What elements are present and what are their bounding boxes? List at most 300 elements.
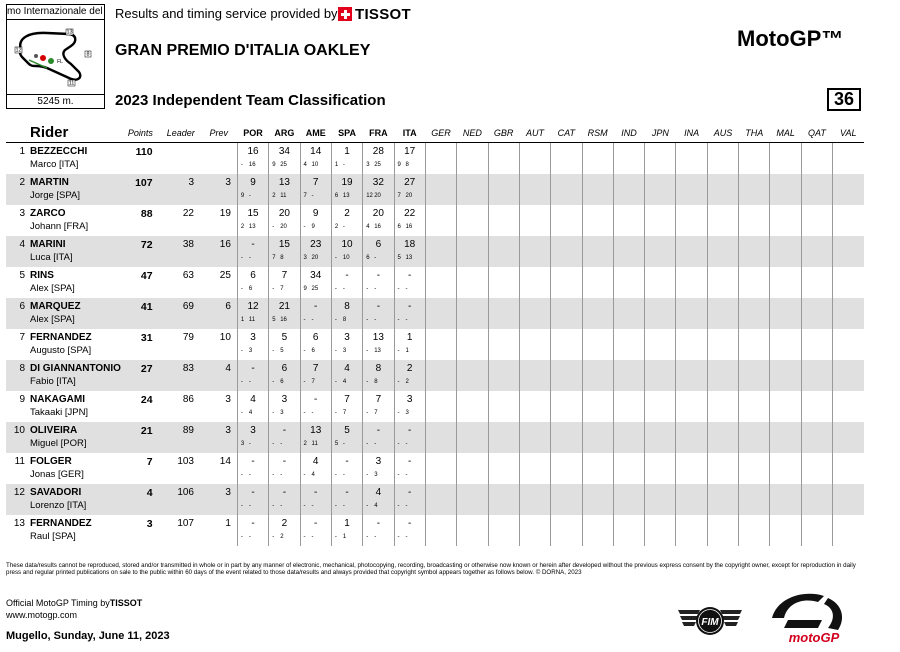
race-sprint-points: - — [303, 347, 306, 354]
race-points: 6 — [250, 269, 256, 281]
rider-gap-leader: 83 — [182, 362, 194, 374]
rider-points: 110 — [135, 145, 153, 158]
rider-gap-prev: 6 — [225, 300, 231, 312]
race-cell-empty — [519, 236, 550, 267]
race-cell-empty — [457, 267, 488, 298]
column-header-race: VAL — [833, 124, 864, 142]
race-cell-empty — [519, 422, 550, 453]
track-map-icon — [7, 20, 104, 94]
race-cell-empty — [488, 174, 519, 205]
race-cell — [300, 360, 331, 391]
race-cell — [394, 267, 425, 298]
rider-position: 11 — [14, 455, 25, 467]
column-header-race: FRA — [363, 124, 394, 142]
race-cell-empty — [582, 236, 613, 267]
race-sprint-points: - — [240, 502, 243, 509]
race-cell-empty — [645, 391, 676, 422]
race-points: - — [314, 393, 318, 405]
race-points: - — [251, 455, 255, 467]
rider-position: 12 — [13, 486, 25, 498]
race-cell-empty — [833, 142, 864, 174]
fim-text: FIM — [701, 617, 719, 628]
race-cell — [363, 391, 394, 422]
rider-points: 7 — [146, 455, 153, 468]
race-points: 5 — [281, 331, 288, 343]
race-cell-empty — [645, 453, 676, 484]
race-gp-points: 3 — [342, 347, 347, 354]
race-cell-empty — [582, 329, 613, 360]
race-cell-empty — [801, 205, 832, 236]
rider-points: 47 — [140, 269, 153, 282]
column-header-leader: Leader — [162, 124, 200, 142]
race-sprint-points: - — [334, 316, 337, 323]
rider-given-name: Alex [SPA] — [30, 313, 75, 325]
race-cell-empty — [425, 142, 456, 174]
motogp-logo-text: motoGP — [788, 630, 840, 645]
race-points: - — [314, 300, 318, 312]
race-cell-empty — [707, 391, 738, 422]
race-cell — [269, 267, 300, 298]
race-cell-empty — [551, 422, 582, 453]
table-row — [6, 267, 864, 298]
race-cell — [237, 484, 268, 515]
rider-position: 3 — [19, 207, 25, 219]
race-cell-empty — [488, 329, 519, 360]
column-header-race: SPA — [331, 124, 362, 142]
race-cell-empty — [833, 298, 864, 329]
race-cell — [237, 360, 268, 391]
table-row — [6, 236, 864, 267]
race-sprint-points: - — [303, 533, 306, 540]
race-sprint-points: 1 — [240, 316, 245, 323]
race-points: 3 — [281, 393, 288, 405]
race-cell-empty — [770, 267, 801, 298]
rider-gap-leader: 3 — [188, 176, 194, 188]
rider-surname: RINS — [30, 269, 54, 281]
race-points: - — [408, 424, 412, 436]
race-gp-points: 8 — [405, 161, 409, 168]
race-cell-empty — [801, 484, 832, 515]
race-cell — [394, 515, 425, 546]
race-points: - — [251, 238, 255, 250]
race-cell — [269, 236, 300, 267]
rider-surname: ZARCO — [30, 207, 66, 219]
rider-points: 107 — [135, 176, 153, 189]
race-points: - — [251, 517, 255, 529]
race-gp-points: 16 — [280, 316, 287, 323]
race-cell-empty — [613, 422, 644, 453]
race-points: 9 — [312, 207, 319, 219]
rider-gap-leader: 69 — [182, 300, 194, 312]
column-header-race: POR — [237, 124, 268, 142]
race-points: 6 — [281, 362, 288, 374]
rider-position: 4 — [19, 238, 25, 250]
race-cell-empty — [582, 205, 613, 236]
race-sprint-points: 7 — [397, 192, 401, 199]
race-points: 9 — [250, 176, 256, 188]
race-sprint-points: 3 — [240, 440, 245, 447]
race-points: - — [345, 269, 349, 281]
race-cell-empty — [425, 453, 456, 484]
rider-surname: FERNANDEZ — [30, 517, 92, 529]
race-cell — [394, 329, 425, 360]
race-cell-empty — [488, 236, 519, 267]
race-points: - — [282, 424, 287, 436]
race-cell-empty — [645, 267, 676, 298]
race-sprint-points: - — [366, 533, 369, 540]
race-cell-empty — [676, 142, 707, 174]
race-cell — [331, 515, 362, 546]
website-url: www.motogp.com — [6, 610, 78, 620]
race-cell-empty — [488, 298, 519, 329]
race-cell-empty — [770, 391, 801, 422]
race-cell-empty — [833, 329, 864, 360]
rider-given-name: Raul [SPA] — [30, 530, 76, 542]
race-cell — [300, 298, 331, 329]
column-header-race: RSM — [582, 124, 613, 142]
race-gp-points: 8 — [374, 378, 378, 385]
race-sprint-points: - — [334, 254, 337, 261]
race-sprint-points: - — [303, 409, 306, 416]
race-gp-points: 4 — [342, 378, 347, 385]
page-number: 36 — [827, 88, 861, 111]
rider-position: 1 — [19, 145, 25, 157]
column-header-prev: Prev — [200, 124, 237, 142]
race-cell — [269, 329, 300, 360]
rider-surname: OLIVEIRA — [30, 424, 78, 436]
rider-given-name: Lorenzo [ITA] — [30, 499, 87, 511]
rider-given-name: Miguel [POR] — [30, 437, 87, 449]
race-cell — [394, 174, 425, 205]
race-cell — [237, 298, 268, 329]
race-cell-empty — [551, 453, 582, 484]
race-gp-points: - — [374, 533, 377, 540]
race-cell — [363, 267, 394, 298]
race-cell-empty — [645, 515, 676, 546]
race-points: 7 — [312, 176, 319, 188]
race-gp-points: - — [405, 440, 408, 447]
race-cell-empty — [833, 422, 864, 453]
race-cell-empty — [739, 236, 770, 267]
race-gp-points: - — [405, 471, 408, 478]
race-points: 3 — [250, 331, 256, 343]
race-cell — [300, 142, 331, 174]
rider-position: 9 — [19, 393, 25, 405]
race-cell — [331, 360, 362, 391]
race-gp-points: - — [374, 440, 377, 447]
race-sprint-points: 9 — [272, 161, 276, 168]
race-sprint-points: - — [397, 533, 400, 540]
race-sprint-points: - — [240, 161, 243, 168]
race-cell-empty — [770, 298, 801, 329]
race-cell-empty — [425, 515, 456, 546]
race-gp-points: 13 — [405, 254, 413, 261]
rider-points: 24 — [140, 393, 153, 406]
race-points: - — [408, 517, 412, 529]
tissot-wordmark: TISSOT — [355, 5, 411, 23]
race-cell-empty — [613, 484, 644, 515]
race-points: - — [345, 486, 349, 498]
race-gp-points: - — [342, 161, 345, 168]
race-points: 7 — [281, 269, 288, 281]
race-cell — [394, 422, 425, 453]
race-cell — [269, 515, 300, 546]
race-gp-points: 11 — [280, 192, 287, 199]
race-cell-empty — [676, 298, 707, 329]
race-points: 3 — [344, 331, 350, 343]
race-cell-empty — [551, 298, 582, 329]
table-header — [6, 124, 864, 142]
race-cell — [331, 298, 362, 329]
race-cell-empty — [582, 360, 613, 391]
race-cell-empty — [551, 360, 582, 391]
race-cell — [300, 422, 331, 453]
race-sprint-points: 6 — [366, 254, 370, 261]
race-cell-empty — [457, 205, 488, 236]
race-cell-empty — [488, 515, 519, 546]
race-sprint-points: - — [397, 440, 400, 447]
race-gp-points: 20 — [374, 192, 381, 199]
race-cell — [237, 236, 268, 267]
column-header-points: Points — [119, 124, 161, 142]
rider-points: 31 — [140, 331, 153, 344]
race-cell-empty — [707, 453, 738, 484]
race-cell — [237, 515, 268, 546]
rider-cell — [6, 174, 119, 205]
race-points: 1 — [406, 331, 413, 343]
rider-gap-prev: 3 — [225, 486, 231, 498]
race-points: 17 — [404, 145, 416, 157]
race-gp-points: - — [342, 285, 345, 292]
rider-position: 2 — [19, 176, 25, 188]
race-cell — [300, 267, 331, 298]
race-sprint-points: - — [303, 502, 306, 509]
race-cell-empty — [613, 174, 644, 205]
race-points: 4 — [375, 486, 382, 498]
race-cell-empty — [425, 422, 456, 453]
race-cell-empty — [519, 515, 550, 546]
race-cell-empty — [645, 174, 676, 205]
race-gp-points: 11 — [248, 316, 256, 323]
race-cell-empty — [833, 236, 864, 267]
race-points: 2 — [281, 517, 288, 529]
race-sprint-points: - — [272, 440, 275, 447]
rider-points: 4 — [146, 486, 153, 499]
race-cell-empty — [739, 360, 770, 391]
rider-gap-leader: 103 — [177, 455, 194, 467]
race-points: 15 — [247, 207, 259, 219]
race-sprint-points: 9 — [397, 161, 401, 168]
race-cell-empty — [676, 267, 707, 298]
table-row — [6, 515, 864, 546]
race-cell — [331, 205, 362, 236]
column-header-race: GBR — [488, 124, 519, 142]
race-cell-empty — [613, 329, 644, 360]
rider-gap-leader: 63 — [182, 269, 194, 281]
race-cell — [237, 453, 268, 484]
rider-gap-prev: 3 — [225, 424, 231, 436]
race-sprint-points: - — [272, 223, 275, 230]
race-points: 3 — [406, 393, 413, 405]
race-gp-points: - — [374, 285, 377, 292]
race-cell — [363, 142, 394, 174]
race-points: 2 — [344, 207, 350, 219]
race-cell — [363, 174, 394, 205]
race-gp-points: - — [311, 192, 314, 199]
race-cell — [300, 205, 331, 236]
rider-given-name: Fabio [ITA] — [30, 375, 76, 387]
race-sprint-points: - — [334, 409, 337, 416]
official-timing-label: Official MotoGP Timing by — [6, 598, 110, 608]
race-cell-empty — [833, 515, 864, 546]
race-cell-empty — [707, 360, 738, 391]
race-sprint-points: - — [334, 471, 337, 478]
race-cell-empty — [739, 484, 770, 515]
race-gp-points: 3 — [374, 471, 378, 478]
race-sprint-points: - — [272, 502, 275, 509]
race-gp-points: 11 — [311, 440, 318, 447]
race-gp-points: 16 — [374, 223, 381, 230]
race-cell-empty — [707, 267, 738, 298]
rider-gap-prev: 10 — [219, 331, 231, 343]
race-cell-empty — [707, 298, 738, 329]
race-cell — [300, 329, 331, 360]
race-points: 1 — [344, 145, 350, 157]
race-cell — [394, 236, 425, 267]
race-points: 34 — [310, 269, 322, 281]
column-header-race: INA — [676, 124, 707, 142]
race-cell-empty — [707, 422, 738, 453]
race-cell-empty — [676, 360, 707, 391]
table-row — [6, 484, 864, 515]
rider-points: 72 — [140, 238, 153, 251]
race-points: 8 — [344, 300, 350, 312]
race-cell — [363, 205, 394, 236]
rider-given-name: Johann [FRA] — [30, 220, 89, 232]
rider-cell — [6, 484, 119, 515]
race-cell — [331, 142, 362, 174]
race-cell — [331, 329, 362, 360]
race-sprint-points: 3 — [366, 161, 370, 168]
track-label: 11 — [68, 80, 75, 87]
race-sprint-points: 4 — [303, 161, 307, 168]
race-sprint-points: - — [334, 533, 337, 540]
race-sprint-points: 2 — [272, 192, 276, 199]
race-points: 2 — [406, 362, 413, 374]
race-gp-points: 20 — [280, 223, 287, 230]
fim-logo — [676, 600, 744, 642]
rider-gap-prev: 1 — [225, 517, 231, 529]
motogp-logo — [758, 588, 858, 646]
race-cell-empty — [833, 484, 864, 515]
race-gp-points: 20 — [405, 192, 413, 199]
race-cell-empty — [488, 484, 519, 515]
race-gp-points: 10 — [342, 254, 350, 261]
race-sprint-points: 2 — [334, 223, 339, 230]
race-cell-empty — [707, 174, 738, 205]
rider-gap-leader: 106 — [177, 486, 194, 498]
race-points: 8 — [375, 362, 382, 374]
race-sprint-points: - — [366, 316, 369, 323]
race-points: 13 — [310, 424, 322, 436]
race-cell-empty — [676, 329, 707, 360]
race-gp-points: 6 — [280, 378, 284, 385]
race-cell-empty — [551, 205, 582, 236]
copyright-disclaimer: These data/results cannot be reproduced, stored and/or transmitted in whole or in part by any manner of electronic, mechanical, photocopying, recording, broadcasting or otherwise now known or herein after developed without the previous express consent by the copyright owner, except for reproduction in daily press and regular printed publications on sale to the public within 60 days of the event related to those data/results and always provided that copyright symbol appears together as follows below. © DORNA, 2023 — [6, 562, 856, 576]
race-points: - — [408, 486, 412, 498]
race-sprint-points: 5 — [397, 254, 401, 261]
race-cell-empty — [582, 174, 613, 205]
brand-title: MotoGP™ — [737, 26, 844, 51]
race-gp-points: - — [248, 502, 251, 509]
race-sprint-points: 7 — [272, 254, 276, 261]
race-cell — [269, 391, 300, 422]
race-gp-points: 25 — [311, 285, 319, 292]
race-gp-points: 2 — [405, 378, 409, 385]
race-sprint-points: - — [303, 316, 306, 323]
table-row — [6, 205, 864, 236]
race-cell — [237, 391, 268, 422]
race-sprint-points: - — [397, 378, 400, 385]
race-cell-empty — [519, 205, 550, 236]
race-sprint-points: 5 — [272, 316, 276, 323]
race-cell-empty — [801, 174, 832, 205]
race-cell — [331, 236, 362, 267]
race-cell — [394, 484, 425, 515]
race-cell-empty — [707, 329, 738, 360]
race-cell-empty — [770, 236, 801, 267]
rider-gap-prev: 19 — [219, 207, 231, 219]
column-header-race: JPN — [645, 124, 676, 142]
race-cell-empty — [425, 267, 456, 298]
race-cell-empty — [613, 453, 644, 484]
rider-given-name: Luca [ITA] — [30, 251, 73, 263]
column-header-race: AME — [300, 124, 331, 142]
race-gp-points: 9 — [311, 223, 315, 230]
race-cell — [237, 142, 268, 174]
race-gp-points: - — [280, 471, 283, 478]
race-sprint-points: - — [240, 533, 243, 540]
race-gp-points: 6 — [311, 347, 315, 354]
race-cell-empty — [457, 329, 488, 360]
race-cell — [269, 142, 300, 174]
race-cell-empty — [770, 484, 801, 515]
race-gp-points: 16 — [405, 223, 413, 230]
race-cell-empty — [801, 360, 832, 391]
race-points: 15 — [278, 238, 290, 250]
race-sprint-points: - — [366, 502, 369, 509]
race-cell-empty — [676, 422, 707, 453]
rider-surname: MARQUEZ — [30, 300, 81, 312]
race-gp-points: - — [280, 440, 283, 447]
table-row — [6, 391, 864, 422]
race-cell-empty — [457, 236, 488, 267]
race-cell-empty — [457, 422, 488, 453]
race-cell-empty — [425, 329, 456, 360]
rider-surname: FERNANDEZ — [30, 331, 92, 343]
race-points: - — [408, 269, 412, 281]
race-cell — [300, 484, 331, 515]
race-cell-empty — [582, 422, 613, 453]
race-cell — [300, 515, 331, 546]
race-points: 7 — [312, 362, 319, 374]
race-cell-empty — [457, 484, 488, 515]
race-cell-empty — [707, 236, 738, 267]
classification-title: 2023 Independent Team Classification — [115, 92, 386, 109]
race-cell-empty — [801, 453, 832, 484]
race-cell-empty — [739, 329, 770, 360]
race-gp-points: - — [248, 192, 251, 199]
